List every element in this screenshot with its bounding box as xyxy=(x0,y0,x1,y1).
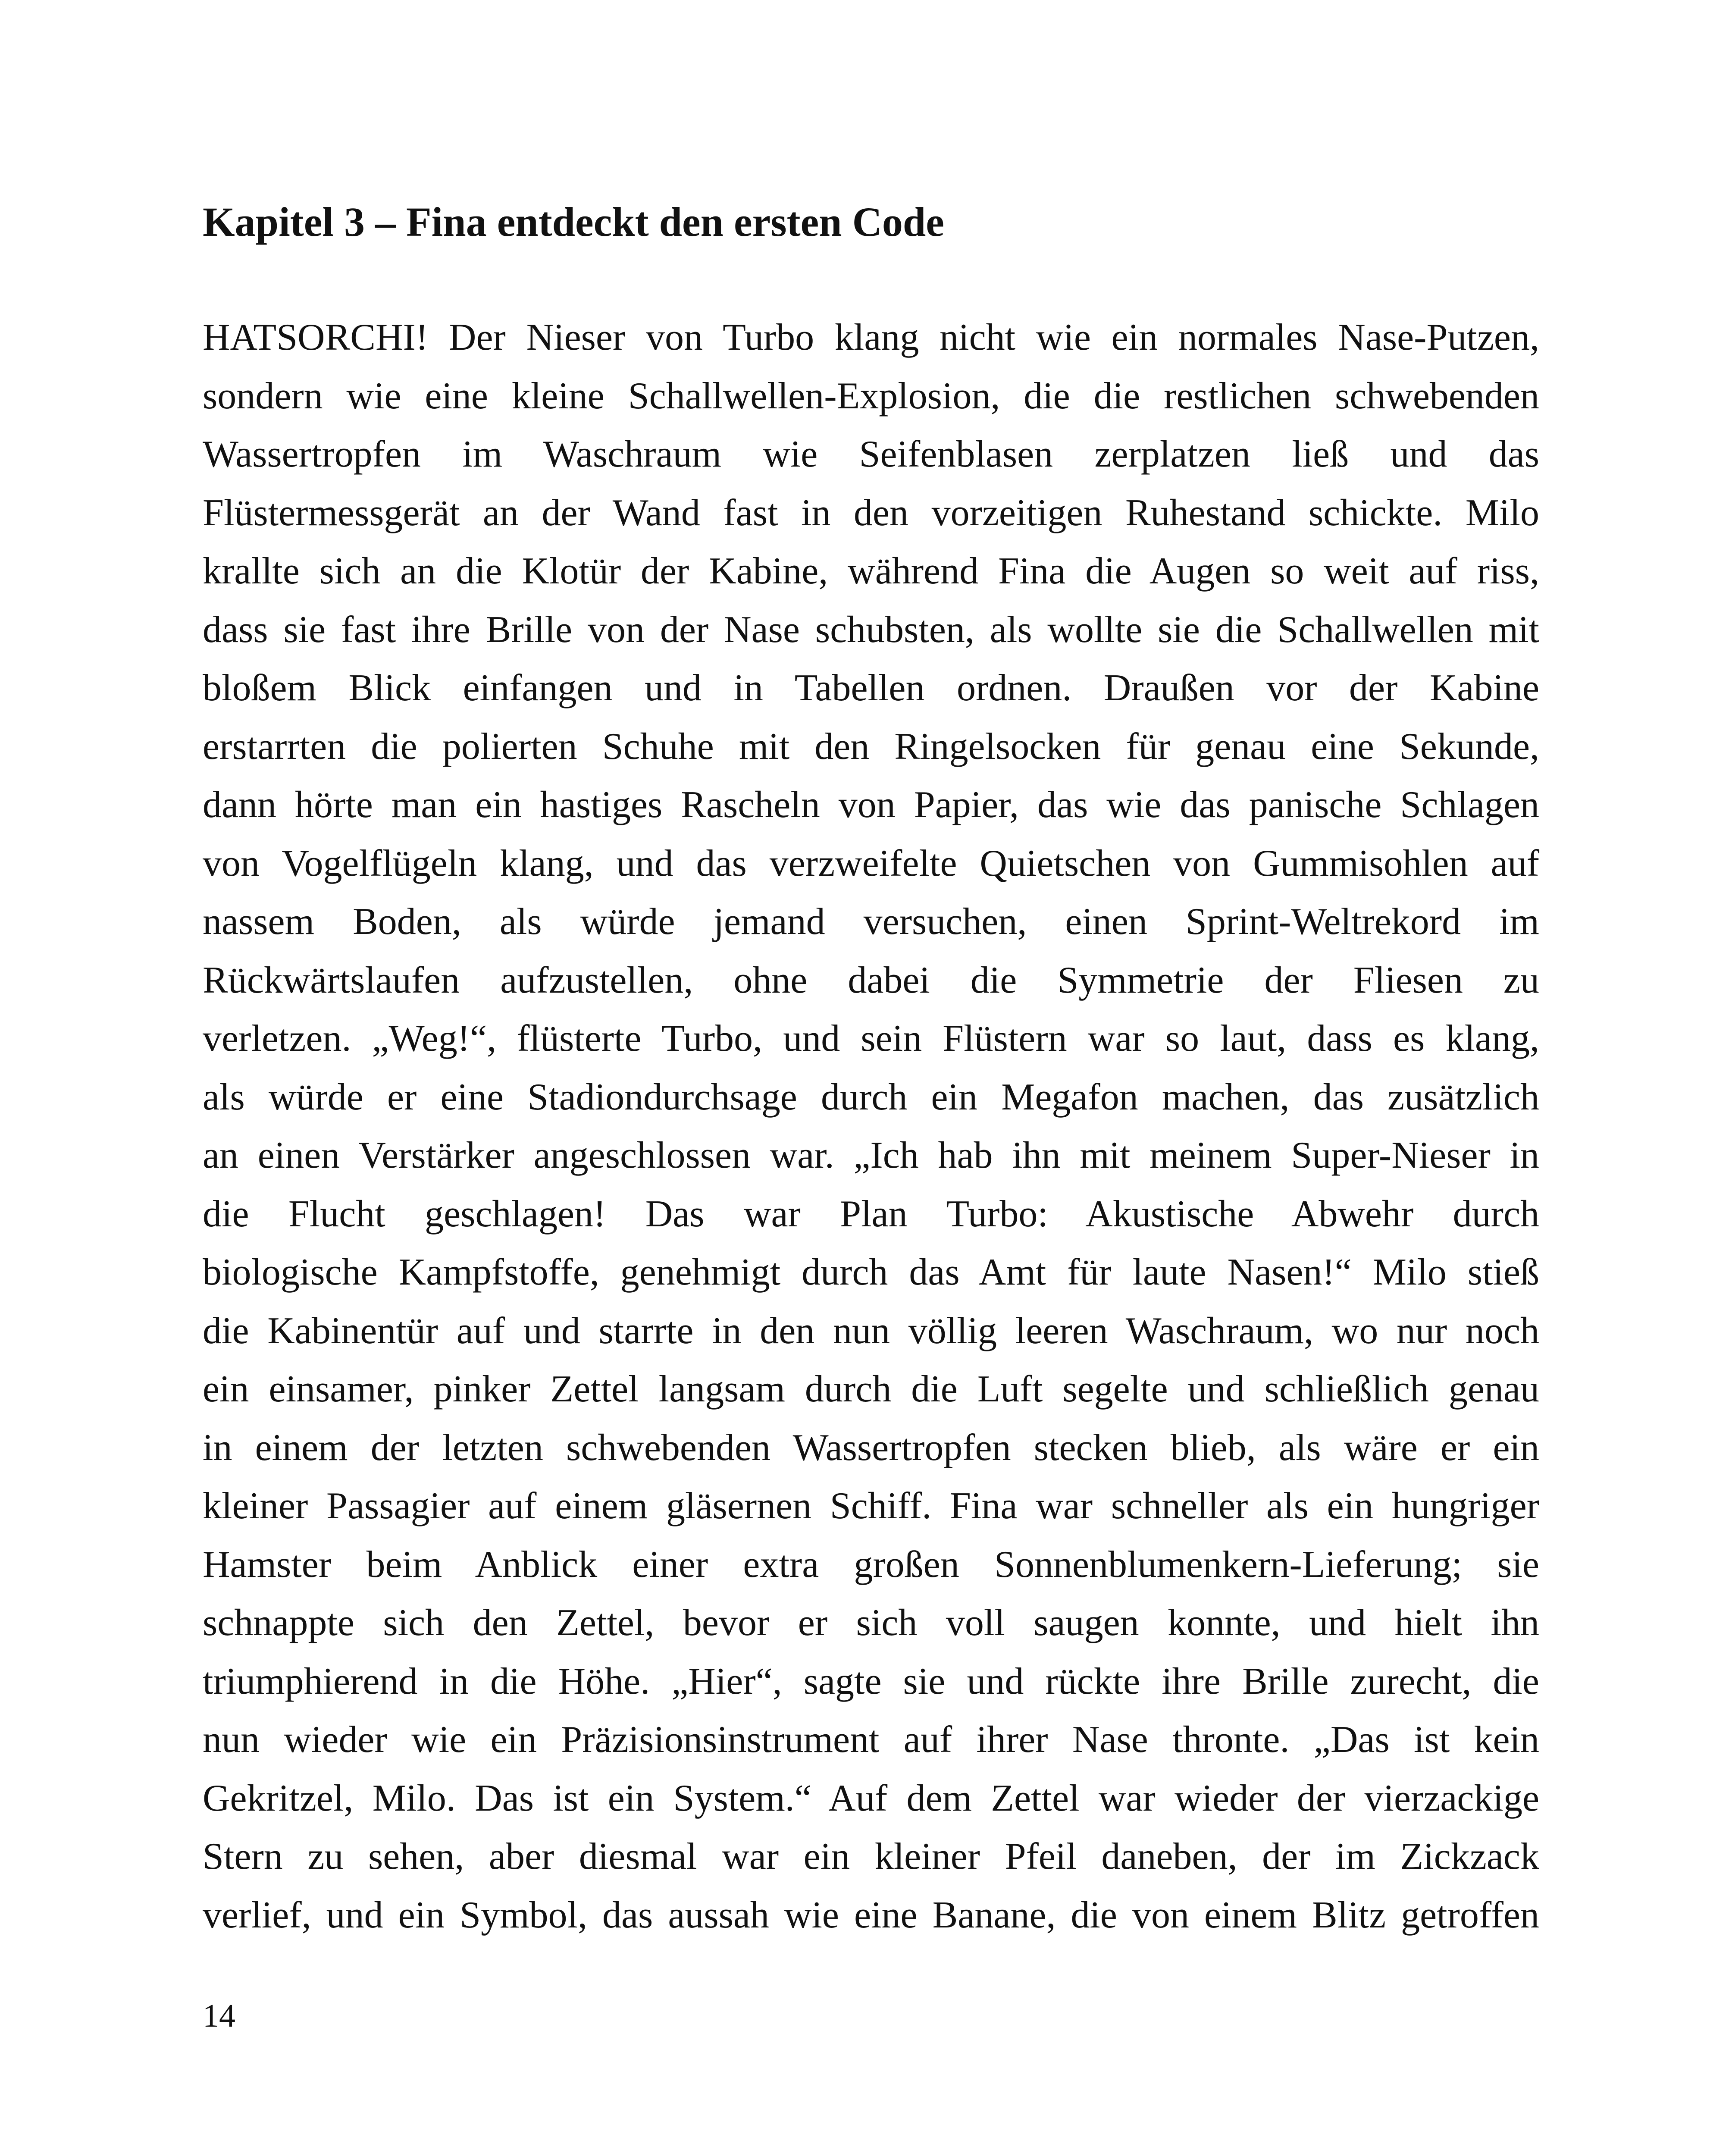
text-line: an einen Verstärker angeschlossen war. „Ich hab ihn mit meinem Super-Nieser in xyxy=(203,1134,1539,1176)
text-line: verlief, und ein Symbol, das aussah wie eine Banane, die von einem Blitz getroffen xyxy=(203,1894,1539,1936)
text-line: kleiner Passagier auf einem gläsernen Schiff. Fina war schneller als ein hungriger xyxy=(203,1485,1539,1527)
text-line: dann hörte man ein hastiges Rascheln von Papier, das wie das panische Schlagen xyxy=(203,784,1539,826)
page-number: 14 xyxy=(203,1998,235,2034)
text-line: erstarrten die polierten Schuhe mit den Ringelsocken für genau eine Sekunde, xyxy=(203,725,1539,768)
text-line: von Vogelflügeln klang, und das verzweifelte Quietschen von Gummisohlen auf xyxy=(203,842,1539,884)
text-line: krallte sich an die Klotür der Kabine, während Fina die Augen so weit auf riss, xyxy=(203,550,1539,592)
text-line: Stern zu sehen, aber diesmal war ein kleiner Pfeil daneben, der im Zickzack xyxy=(203,1836,1539,1877)
text-line: Gekritzel, Milo. Das ist ein System.“ Auf dem Zettel war wieder der vierzackige xyxy=(203,1777,1539,1819)
text-line: ein einsamer, pinker Zettel langsam durch die Luft segelte und schließlich genau xyxy=(203,1368,1539,1410)
text-line: biologische Kampfstoffe, genehmigt durch das Amt für laute Nasen!“ Milo stieß xyxy=(203,1251,1539,1293)
text-line: Hamster beim Anblick einer extra großen Sonnenblumenkern-Lieferung; sie xyxy=(203,1543,1539,1586)
text-line: Wassertropfen im Waschraum wie Seifenblasen zerplatzen ließ und das xyxy=(203,433,1539,475)
text-line: in einem der letzten schwebenden Wassertropfen stecken blieb, als wäre er ein xyxy=(203,1426,1539,1469)
text-line: die Kabinentür auf und starrte in den nun völlig leeren Waschraum, wo nur noch xyxy=(203,1310,1539,1352)
body-paragraph xyxy=(203,308,1539,1944)
text-line: triumphierend in die Höhe. „Hier“, sagte sie und rückte ihre Brille zurecht, die xyxy=(203,1660,1539,1702)
text-line: die Flucht geschlagen! Das war Plan Turbo: Akustische Abwehr durch xyxy=(203,1193,1539,1235)
text-line: nassem Boden, als würde jemand versuchen, einen Sprint-Weltrekord im xyxy=(203,901,1539,943)
text-line: schnappte sich den Zettel, bevor er sich voll saugen konnte, und hielt ihn xyxy=(203,1602,1539,1644)
text-line: Rückwärtslaufen aufzustellen, ohne dabei die Symmetrie der Fliesen zu xyxy=(203,959,1539,1001)
text-line: dass sie fast ihre Brille von der Nase schubsten, als wollte sie die Schallwellen mit xyxy=(203,608,1539,651)
chapter-title: Kapitel 3 – Fina entdeckt den ersten Code xyxy=(203,199,944,245)
text-line: bloßem Blick einfangen und in Tabellen ordnen. Draußen vor der Kabine xyxy=(203,667,1539,709)
text-line: als würde er eine Stadiondurchsage durch ein Megafon machen, das zusätzlich xyxy=(203,1076,1539,1118)
text-line: HATSORCHI! Der Nieser von Turbo klang nicht wie ein normales Nase-Putzen, xyxy=(203,317,1539,358)
text-line: Flüstermessgerät an der Wand fast in den vorzeitigen Ruhestand schickte. Milo xyxy=(203,492,1539,534)
text-line: verletzen. „Weg!“, flüsterte Turbo, und sein Flüstern war so laut, dass es klang, xyxy=(203,1018,1539,1059)
text-line: sondern wie eine kleine Schallwellen-Explosion, die die restlichen schwebenden xyxy=(203,375,1539,417)
text-line: nun wieder wie ein Präzisionsinstrument auf ihrer Nase thronte. „Das ist kein xyxy=(203,1719,1539,1761)
